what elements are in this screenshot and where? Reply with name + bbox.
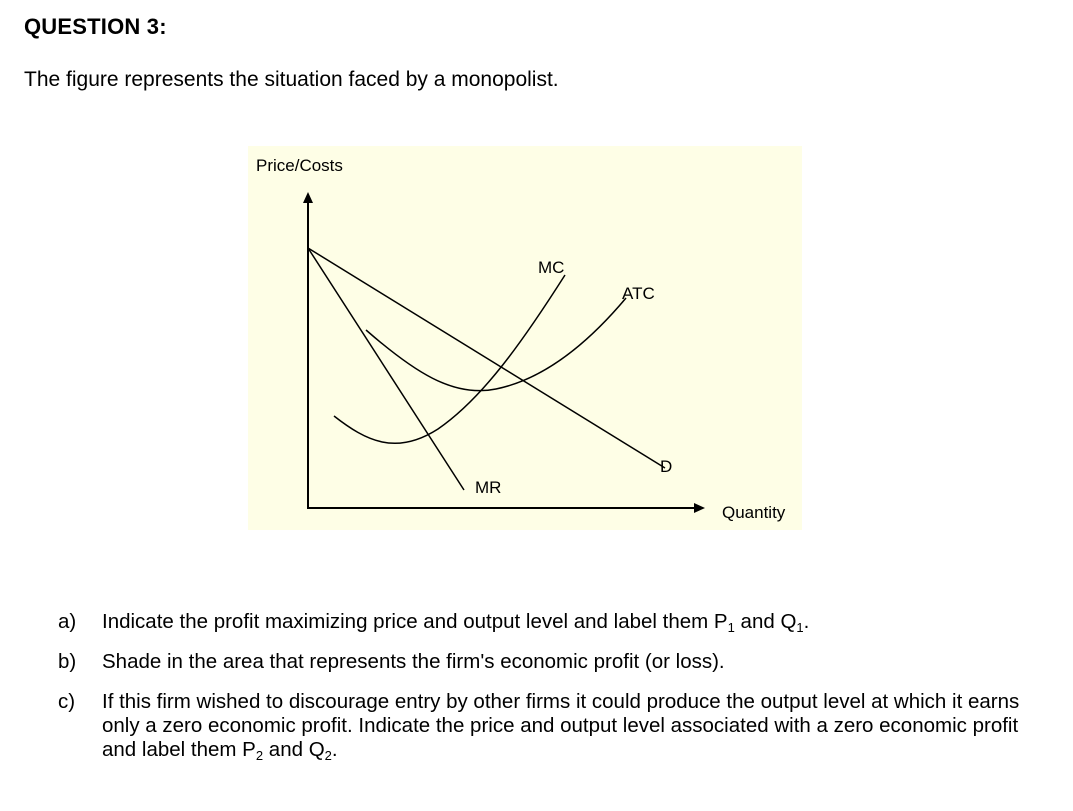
y-axis-label: Price/Costs bbox=[256, 156, 343, 175]
mc-label: MC bbox=[538, 258, 565, 277]
x-axis-arrow bbox=[694, 503, 705, 513]
y-axis-arrow bbox=[303, 192, 313, 203]
question-item-b bbox=[58, 650, 1033, 674]
question-letter: b) bbox=[58, 650, 77, 673]
question-item-a bbox=[58, 610, 1033, 634]
question-item-c bbox=[58, 690, 1033, 762]
question-text: Indicate the profit maximizing price and output level and label them $P_1$ and $Q_1$. bbox=[102, 610, 810, 635]
question-heading: QUESTION 3: bbox=[24, 14, 167, 39]
intro-text: The figure represents the situation faced by a monopolist. bbox=[24, 68, 559, 91]
question-text: If this firm wished to discourage entry by other firms it could produce the output level at which it earns only a zero economic profit. Indicate the price and output level associated with a zero economic profit and label them $P_2$ and $Q_2$. bbox=[102, 690, 1020, 763]
average-total-cost-curve bbox=[366, 298, 626, 391]
x-axis-label: Quantity bbox=[722, 503, 786, 522]
mr-label: MR bbox=[475, 478, 502, 497]
question-list bbox=[58, 610, 1033, 778]
marginal-revenue-curve bbox=[308, 248, 464, 490]
question-letter: a) bbox=[58, 610, 77, 633]
atc-label: ATC bbox=[622, 284, 655, 303]
monopoly-figure bbox=[248, 146, 802, 530]
marginal-cost-curve bbox=[334, 275, 565, 443]
demand-label: D bbox=[660, 457, 673, 476]
question-letter: c) bbox=[58, 690, 76, 713]
monopoly-diagram bbox=[248, 146, 802, 530]
question-text: Shade in the area that represents the firm's economic profit (or loss). bbox=[102, 650, 725, 673]
